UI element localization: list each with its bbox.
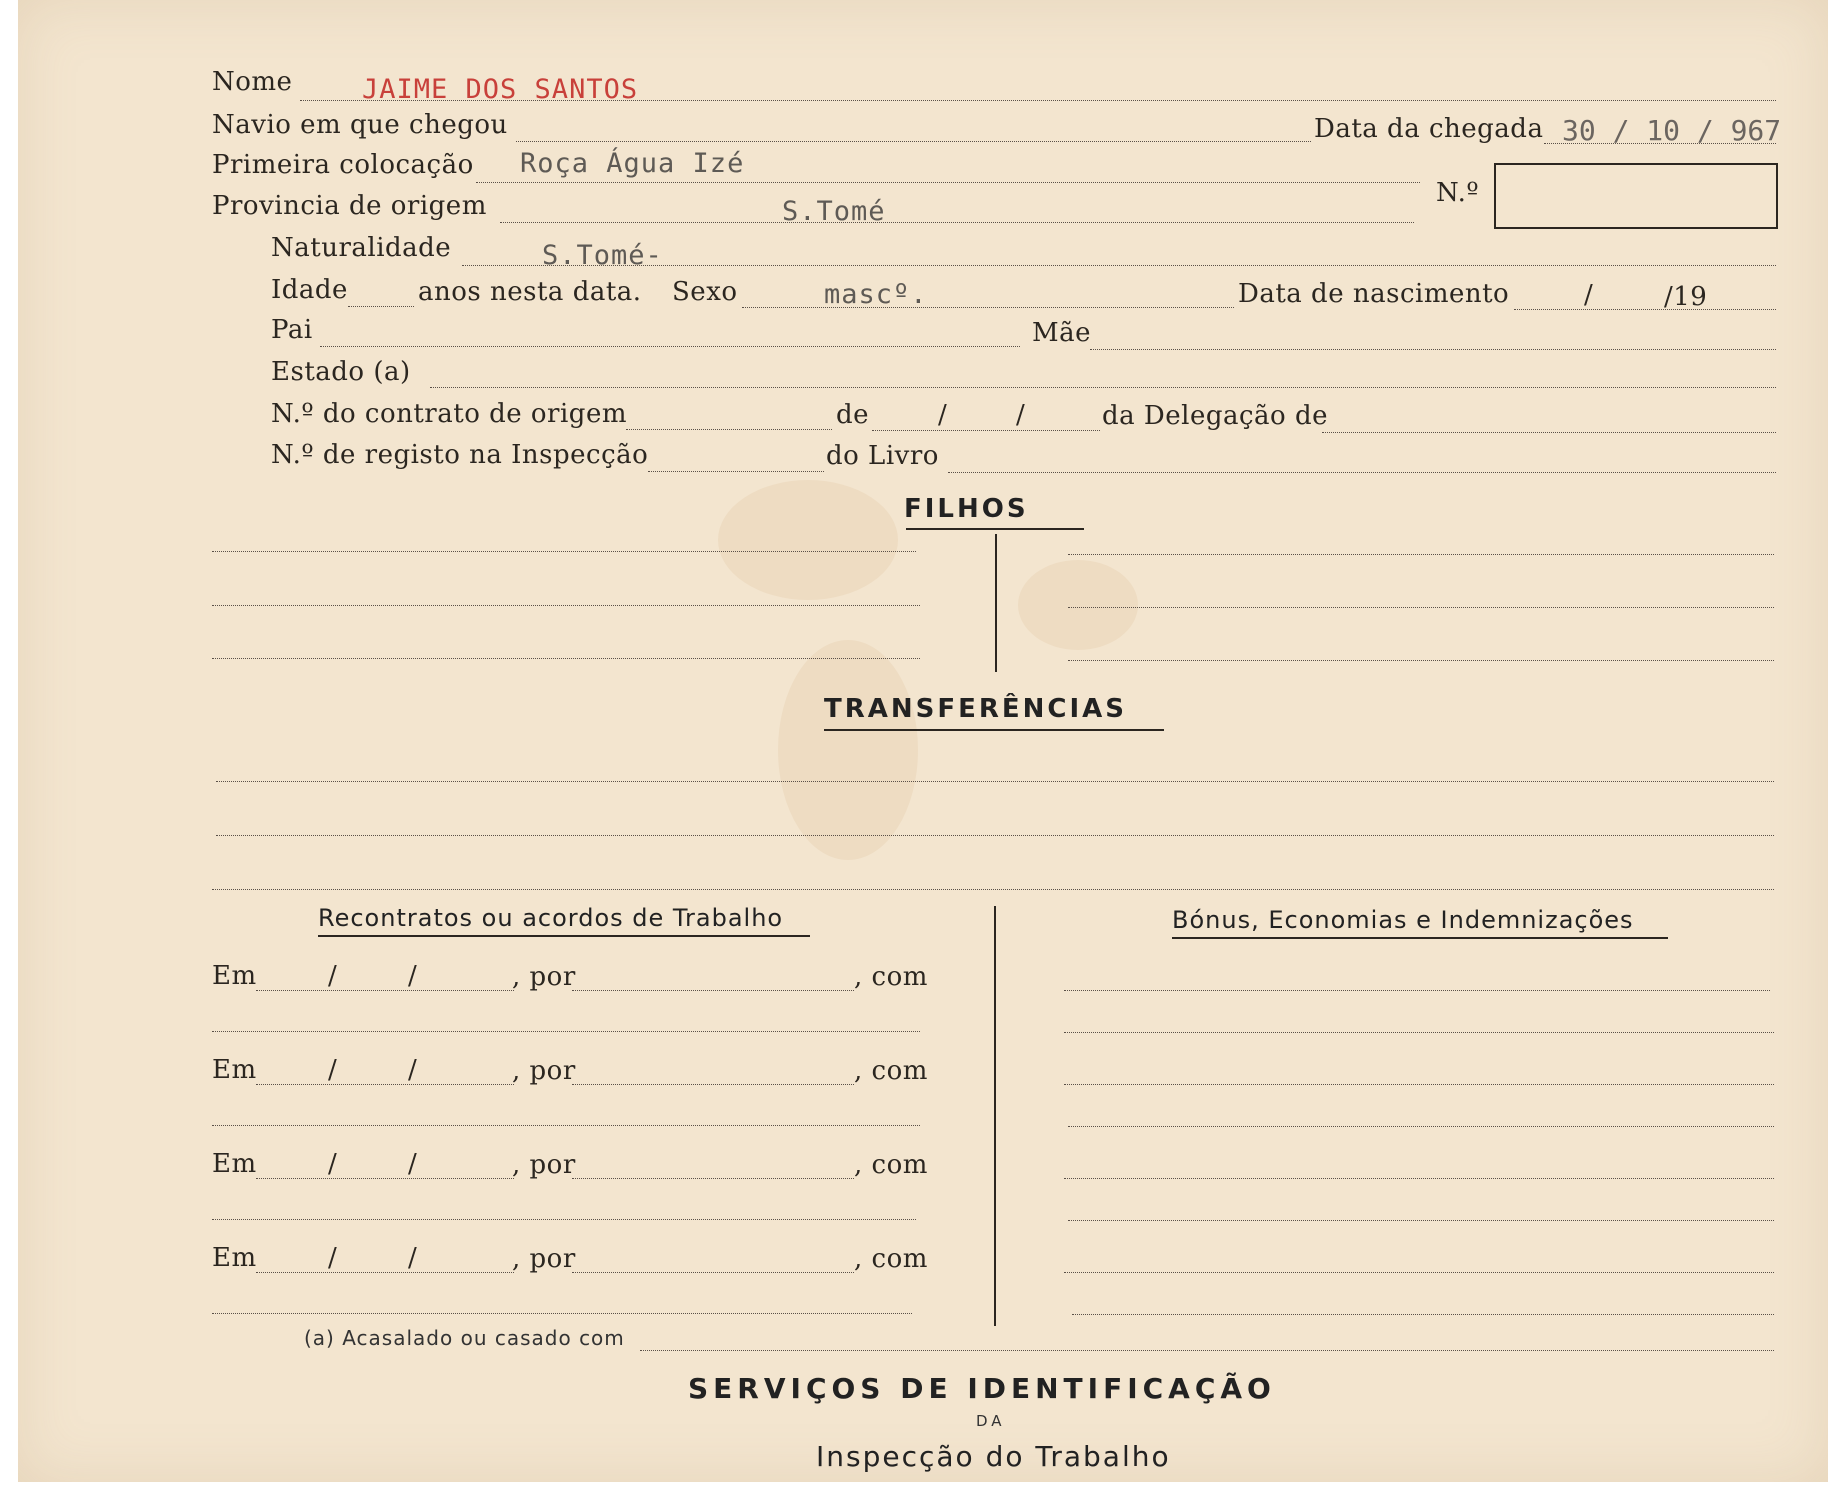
nome-label: Nome — [212, 67, 293, 97]
filhos-line — [212, 605, 920, 606]
pai-line — [320, 346, 1020, 347]
em-label: Em — [212, 1149, 257, 1179]
recontrato-continuation-line — [212, 1313, 912, 1314]
com-label: , com — [854, 1150, 928, 1180]
filhos-line — [1068, 554, 1774, 555]
primeira-colocacao-label: Primeira colocação — [212, 150, 474, 180]
transferencias-line — [216, 781, 1774, 782]
mae-label: Mãe — [1032, 318, 1092, 348]
contrato-label: N.º do contrato de origem — [271, 399, 627, 429]
em-label: Em — [212, 961, 257, 991]
registo-label: N.º de registo na Inspecção — [271, 440, 649, 470]
footnote: (a) Acasalado ou casado com — [304, 1326, 625, 1350]
transferencias-heading: TRANSFERÊNCIAS — [824, 694, 1128, 724]
recontrato-continuation-line — [212, 1031, 920, 1032]
provincia-label: Provincia de origem — [212, 191, 487, 221]
date-slash: / — [408, 1149, 418, 1179]
recontratos-heading: Recontratos ou acordos de Trabalho — [318, 904, 784, 932]
com-label: , com — [854, 962, 928, 992]
filhos-line — [212, 658, 920, 659]
data-chegada-label: Data da chegada — [1314, 114, 1544, 144]
numero-box — [1494, 163, 1778, 229]
provincia-line — [500, 222, 1414, 223]
mae-line — [1090, 349, 1776, 350]
delegacao-label: da Delegação de — [1102, 401, 1328, 431]
transferencias-line — [212, 889, 1774, 890]
naturalidade-label: Naturalidade — [271, 233, 452, 263]
bonus-line — [1068, 1220, 1774, 1221]
em-date-line — [256, 1178, 514, 1179]
registo-line — [648, 471, 824, 472]
delegacao-line — [1322, 432, 1776, 433]
contrato-line — [626, 429, 832, 430]
footer-subtitle: Inspecção do Trabalho — [816, 1440, 1171, 1473]
sexo-line — [742, 307, 1234, 308]
numero-label: N.º — [1436, 178, 1480, 208]
nascimento-year-prefix: /19 — [1664, 282, 1708, 312]
contrato-slash-2: / — [1016, 400, 1026, 430]
date-slash: / — [328, 1055, 338, 1085]
contrato-slash-1: / — [938, 400, 948, 430]
estado-line — [430, 387, 1776, 388]
bonus-line — [1064, 990, 1770, 991]
bonus-line — [1068, 1126, 1774, 1127]
filhos-divider — [995, 534, 997, 672]
data-nascimento-label: Data de nascimento — [1238, 279, 1510, 309]
livro-label: do Livro — [826, 441, 939, 471]
date-slash: / — [328, 1243, 338, 1273]
por-line — [572, 990, 854, 991]
estado-label: Estado (a) — [271, 357, 411, 387]
bonus-line — [1064, 1032, 1774, 1033]
recontratos-underline — [318, 935, 810, 937]
transferencias-line — [216, 835, 1774, 836]
contrato-de-label: de — [836, 400, 870, 430]
paper-stain — [718, 480, 898, 600]
paper-stain — [1018, 560, 1138, 650]
sexo-value: mascº. — [824, 279, 928, 310]
bonus-line — [1072, 1314, 1774, 1315]
idade-line — [348, 306, 414, 307]
por-label: , por — [512, 1244, 576, 1274]
date-slash: / — [328, 1149, 338, 1179]
filhos-line — [1068, 607, 1774, 608]
primeira-colocacao-value: Roça Água Izé — [520, 148, 745, 179]
idade-label: Idade — [271, 275, 348, 305]
filhos-line — [212, 551, 916, 552]
por-line — [572, 1084, 854, 1085]
footnote-line — [640, 1350, 1774, 1351]
bonus-line — [1064, 1084, 1774, 1085]
footer-da: DA — [976, 1412, 1006, 1430]
contrato-date-line — [872, 430, 1100, 431]
filhos-underline — [906, 528, 1084, 530]
com-label: , com — [854, 1244, 928, 1274]
em-date-line — [256, 1084, 514, 1085]
recontrato-continuation-line — [212, 1219, 916, 1220]
filhos-line — [1068, 660, 1774, 661]
por-label: , por — [512, 962, 576, 992]
sexo-label: Sexo — [672, 277, 738, 307]
bonus-line — [1064, 1178, 1774, 1179]
bonus-line — [1064, 1272, 1774, 1273]
navio-label: Navio em que chegou — [212, 110, 508, 140]
por-label: , por — [512, 1056, 576, 1086]
date-slash: / — [408, 1243, 418, 1273]
recontrato-continuation-line — [212, 1125, 920, 1126]
bonus-heading: Bónus, Economias e Indemnizações — [1172, 906, 1634, 934]
date-slash: / — [408, 961, 418, 991]
pai-label: Pai — [271, 315, 313, 345]
em-date-line — [256, 990, 514, 991]
nascimento-slash: / — [1584, 280, 1594, 310]
transferencias-underline — [824, 729, 1164, 731]
navio-line — [516, 141, 1311, 142]
por-label: , por — [512, 1150, 576, 1180]
filhos-heading: FILHOS — [904, 494, 1029, 524]
date-slash: / — [408, 1055, 418, 1085]
em-date-line — [256, 1272, 514, 1273]
data-chegada-value: 30 / 10 / 967 — [1562, 114, 1782, 147]
com-label: , com — [854, 1056, 928, 1086]
paper-stain — [778, 640, 918, 860]
por-line — [572, 1272, 854, 1273]
em-label: Em — [212, 1243, 257, 1273]
date-slash: / — [328, 961, 338, 991]
por-line — [572, 1178, 854, 1179]
lower-divider — [994, 906, 996, 1326]
naturalidade-value: S.Tomé- — [542, 240, 663, 271]
bonus-underline — [1172, 937, 1668, 939]
livro-line — [948, 472, 1776, 473]
em-label: Em — [212, 1055, 257, 1085]
provincia-value: S.Tomé — [782, 196, 886, 227]
nome-value: JAIME DOS SANTOS — [362, 74, 639, 105]
anos-label: anos nesta data. — [418, 277, 642, 307]
footer-title: SERVIÇOS DE IDENTIFICAÇÃO — [688, 1372, 1276, 1405]
primeira-colocacao-line — [476, 182, 1420, 183]
data-nascimento-line — [1514, 309, 1776, 310]
